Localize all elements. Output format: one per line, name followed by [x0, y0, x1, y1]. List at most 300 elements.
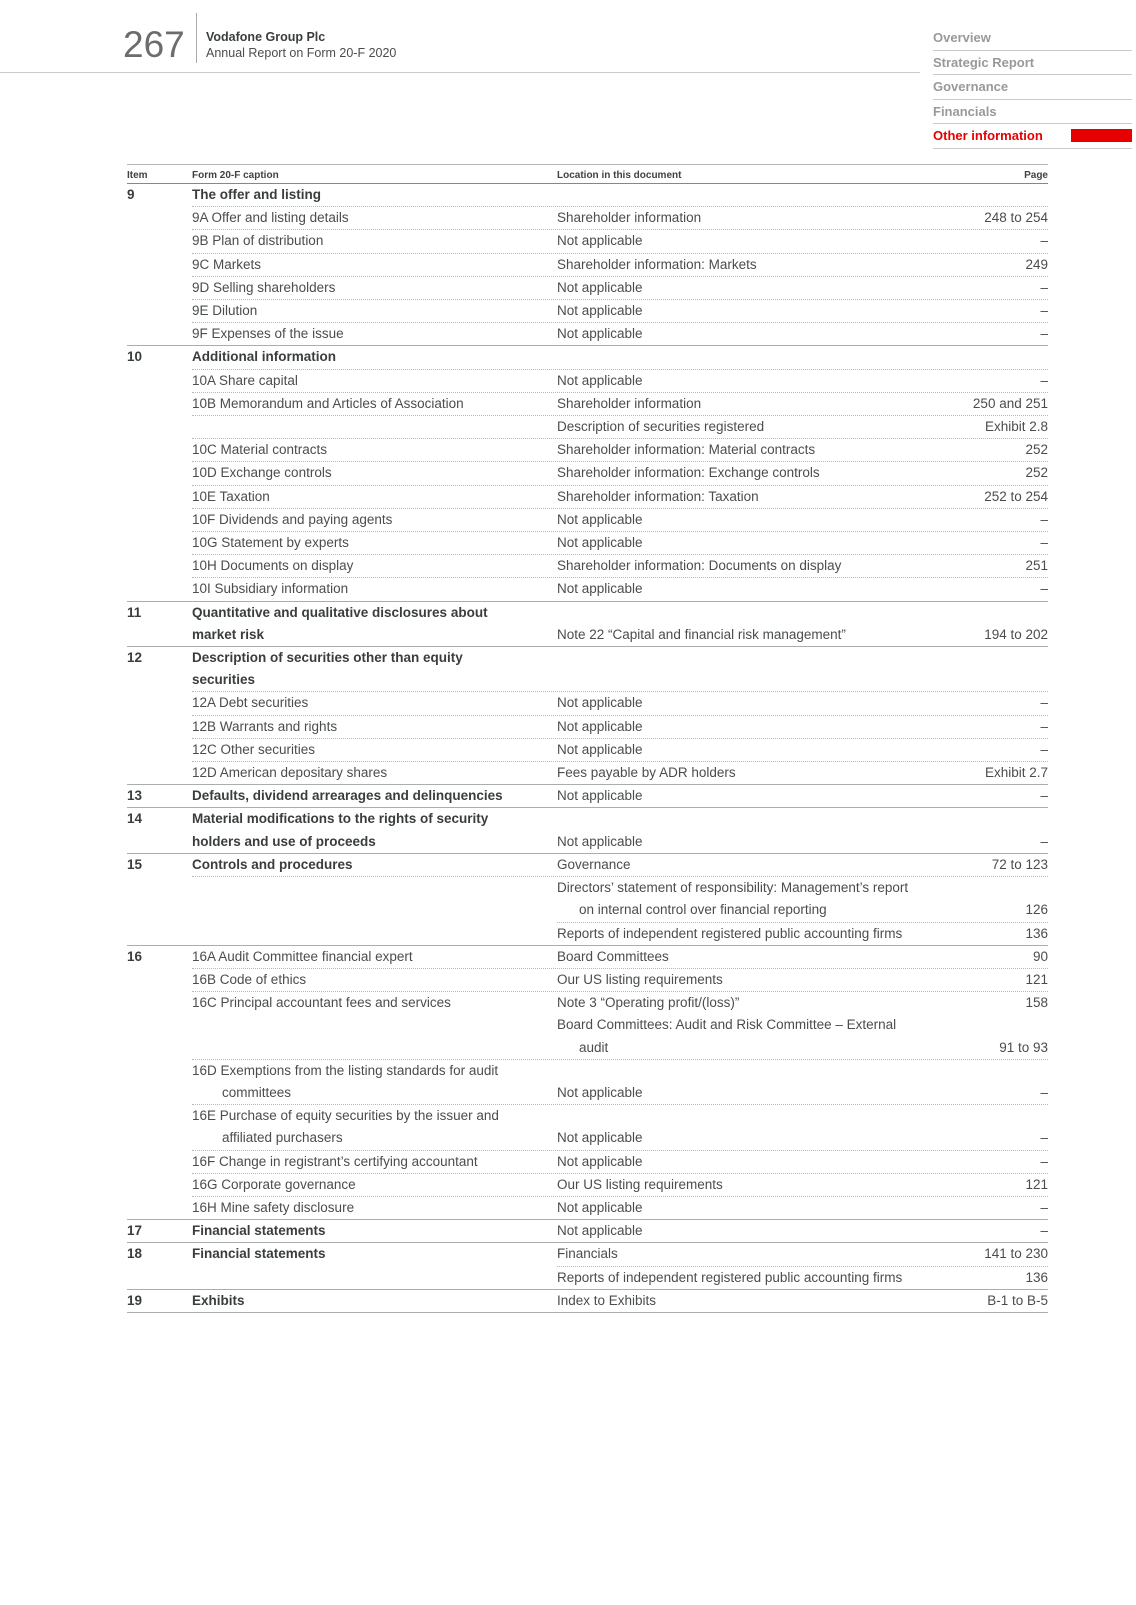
location-text: [557, 486, 976, 508]
table-row: [127, 1220, 1048, 1242]
item-number-cell: 12: [127, 650, 143, 666]
location-text: [557, 416, 977, 438]
table-row: [127, 277, 1048, 299]
caption-line: 9C Markets: [192, 256, 262, 272]
row-separator: [127, 1312, 1048, 1313]
caption-cell: [192, 300, 557, 322]
location-text: [557, 207, 976, 229]
location-line: on internal control over financial reporting: [579, 902, 827, 918]
table-row: [127, 300, 1048, 322]
nav-item-label: Other information: [933, 128, 1043, 144]
caption-cell: [192, 1267, 557, 1289]
table-row: [127, 1267, 1048, 1289]
caption-cell: [192, 808, 557, 852]
location-entry: [557, 831, 1048, 853]
nav-item-label: Overview: [933, 30, 991, 46]
item-number-cell: [127, 877, 192, 921]
location-text: [557, 462, 1017, 484]
caption-cell: [192, 393, 557, 415]
location-entry: [557, 1127, 1048, 1149]
location-cell: [557, 1267, 1048, 1289]
page-reference: –: [1040, 718, 1048, 734]
location-text: [557, 323, 1032, 345]
location-entry: [557, 1151, 1048, 1173]
location-line: Directors’ statement of responsibility: Management’s report: [557, 880, 909, 896]
caption-cell: [192, 346, 557, 368]
location-text: [557, 578, 1032, 600]
page-reference: –: [1040, 535, 1048, 551]
location-line: Not applicable: [557, 833, 643, 849]
location-cell: [557, 323, 1048, 345]
page-reference: 121: [1025, 971, 1048, 987]
location-cell: [557, 1290, 1048, 1312]
location-text: [557, 1197, 1032, 1219]
item-number-cell: [127, 230, 192, 252]
caption-line: committees: [222, 1084, 292, 1100]
item-number-cell: 9: [127, 187, 135, 202]
location-text: [557, 716, 1032, 738]
table-row: [127, 992, 1048, 1059]
item-number-cell: [127, 1267, 192, 1289]
caption-line: Exhibits: [192, 1292, 245, 1308]
location-line: Board Committees: [557, 948, 669, 964]
item-number-cell: [127, 923, 192, 945]
location-cell: [557, 578, 1048, 600]
location-text: [557, 854, 984, 876]
location-line: Shareholder information: Documents on display: [557, 558, 842, 574]
location-line: Not applicable: [557, 581, 643, 597]
caption-line: Financial statements: [192, 1246, 326, 1262]
item-number-cell: [127, 716, 192, 738]
caption-line: holders and use of proceeds: [192, 833, 376, 849]
page-reference: 248 to 254: [984, 210, 1048, 226]
location-cell: [557, 1243, 1048, 1265]
caption-cell: [192, 1220, 557, 1242]
location-entry: [557, 1197, 1048, 1219]
caption-cell: [192, 1151, 557, 1173]
location-text: [557, 1290, 979, 1312]
location-text: [557, 1014, 991, 1058]
page-reference: Exhibit 2.8: [984, 419, 1048, 435]
item-number-cell: [127, 1105, 192, 1149]
page-reference: –: [1040, 233, 1048, 249]
item-number-cell: 17: [127, 1223, 143, 1239]
location-text: [557, 1267, 1017, 1289]
location-line: Shareholder information: Markets: [557, 256, 757, 272]
caption-line: 10G Statement by experts: [192, 535, 349, 551]
item-number-cell: [127, 323, 192, 345]
location-cell: [557, 716, 1048, 738]
caption-line: Financial statements: [192, 1223, 326, 1239]
caption-cell: [192, 416, 557, 438]
caption-line: 9D Selling shareholders: [192, 279, 336, 295]
item-number-cell: [127, 969, 192, 991]
location-text: [557, 624, 976, 646]
caption-line: Defaults, dividend arrearages and delinquencies: [192, 788, 503, 804]
location-cell: [557, 785, 1048, 807]
table-row: [127, 578, 1048, 600]
caption-cell: [192, 785, 557, 807]
location-entry: [557, 762, 1048, 784]
location-cell: [557, 692, 1048, 714]
caption-line: Quantitative and qualitative disclosures about: [192, 604, 488, 620]
location-line: Not applicable: [557, 1084, 643, 1100]
location-entry: [557, 230, 1048, 252]
caption-line: Description of securities other than equity: [192, 650, 463, 666]
location-line: Shareholder information: Taxation: [557, 488, 759, 504]
location-entry: [557, 716, 1048, 738]
header-divider: [196, 13, 197, 63]
page-reference: 121: [1025, 1176, 1048, 1192]
nav-item-label: Strategic Report: [933, 54, 1035, 70]
page-reference: –: [1040, 1153, 1048, 1169]
caption-line: 12D American depositary shares: [192, 765, 388, 781]
caption-line: Additional information: [192, 349, 336, 365]
table-row: [127, 602, 1048, 646]
table-row: [127, 923, 1048, 945]
caption-line: 10C Material contracts: [192, 442, 328, 458]
location-cell: [557, 1105, 1048, 1149]
location-cell: [557, 277, 1048, 299]
location-text: [557, 1220, 1032, 1242]
caption-cell: [192, 692, 557, 714]
table-row: [127, 532, 1048, 554]
location-line: Financials: [557, 1246, 618, 1262]
location-text: [557, 555, 1017, 577]
location-entry: [557, 854, 1048, 876]
location-text: [557, 532, 1032, 554]
location-entry: [557, 1220, 1048, 1242]
item-number-cell: 11: [127, 604, 142, 620]
page-reference: 252 to 254: [984, 488, 1048, 504]
page-reference: –: [1040, 511, 1048, 527]
location-line: Not applicable: [557, 233, 643, 249]
caption-cell: [192, 370, 557, 392]
page-reference: –: [1040, 326, 1048, 342]
col-header-item: Item: [127, 170, 148, 181]
item-number-cell: [127, 532, 192, 554]
table-row: [127, 808, 1048, 852]
caption-line: The offer and listing: [192, 187, 322, 202]
report-title: Annual Report on Form 20-F 2020: [206, 46, 397, 60]
table-row: [127, 1290, 1048, 1312]
location-cell: [557, 486, 1048, 508]
item-number-cell: [127, 1174, 192, 1196]
caption-line: 10E Taxation: [192, 488, 270, 504]
page-reference: –: [1040, 695, 1048, 711]
table-row: [127, 739, 1048, 761]
item-number-cell: [127, 992, 192, 1059]
caption-cell: [192, 1105, 557, 1149]
location-cell: [557, 992, 1048, 1059]
nav-item-label: Governance: [933, 79, 1009, 95]
item-number-cell: 14: [127, 811, 143, 827]
location-entry: [557, 254, 1048, 276]
caption-cell: [192, 1243, 557, 1265]
item-number-cell: 10: [127, 349, 143, 365]
table-row: [127, 716, 1048, 738]
caption-line: 9B Plan of distribution: [192, 233, 324, 249]
table-row: [127, 439, 1048, 461]
location-line: Shareholder information: [557, 210, 702, 226]
location-entry: [557, 923, 1048, 945]
location-cell: [557, 762, 1048, 784]
nav-item-governance[interactable]: [933, 75, 1132, 100]
page-reference: –: [1040, 303, 1048, 319]
location-line: Shareholder information: Exchange controls: [557, 465, 820, 481]
table-row: [127, 1174, 1048, 1196]
caption-cell: [192, 969, 557, 991]
page-reference: 90: [1032, 948, 1048, 964]
location-cell: [557, 647, 1048, 691]
location-cell: [557, 393, 1048, 415]
table-row: [127, 184, 1048, 206]
table-row: [127, 1105, 1048, 1149]
location-entry: [557, 416, 1048, 438]
location-line: audit: [579, 1039, 609, 1055]
caption-cell: [192, 277, 557, 299]
caption-line: 16A Audit Committee financial expert: [192, 948, 413, 964]
header-rule: [0, 72, 920, 73]
location-entry: [557, 439, 1048, 461]
location-text: [557, 831, 1032, 853]
location-entry: [557, 739, 1048, 761]
caption-cell: [192, 509, 557, 531]
location-entry: [557, 969, 1048, 991]
location-text: [557, 969, 1017, 991]
location-entry: [557, 785, 1048, 807]
caption-line: 16H Mine safety disclosure: [192, 1199, 355, 1215]
location-text: [557, 762, 977, 784]
location-entry: [557, 1082, 1048, 1104]
location-cell: [557, 555, 1048, 577]
caption-cell: [192, 992, 557, 1059]
item-number-cell: 19: [127, 1292, 143, 1308]
page-reference: 249: [1025, 256, 1048, 272]
table-header: [127, 165, 1048, 184]
table-row: [127, 207, 1048, 229]
item-number-cell: [127, 439, 192, 461]
caption-cell: [192, 877, 557, 921]
location-line: Not applicable: [557, 741, 643, 757]
item-number-cell: [127, 254, 192, 276]
location-cell: [557, 1151, 1048, 1173]
location-text: [557, 923, 1017, 945]
caption-cell: [192, 923, 557, 945]
table-row: [127, 393, 1048, 415]
location-cell: [557, 808, 1048, 852]
item-number-cell: [127, 692, 192, 714]
page-reference: 158: [1025, 995, 1048, 1011]
table-row: [127, 946, 1048, 968]
caption-line: 10H Documents on display: [192, 558, 354, 574]
caption-cell: [192, 602, 557, 646]
location-cell: [557, 946, 1048, 968]
location-cell: [557, 416, 1048, 438]
item-number-cell: [127, 370, 192, 392]
table-row: [127, 854, 1048, 876]
caption-cell: [192, 716, 557, 738]
location-cell: [557, 207, 1048, 229]
item-number-cell: 18: [127, 1246, 143, 1262]
location-text: [557, 785, 1032, 807]
item-number-cell: 15: [127, 856, 143, 872]
item-number-cell: [127, 300, 192, 322]
location-cell: [557, 854, 1048, 876]
page-reference: 136: [1025, 925, 1048, 941]
nav-item-strategic-report[interactable]: [933, 51, 1132, 76]
location-text: [557, 300, 1032, 322]
caption-line: 10F Dividends and paying agents: [192, 511, 393, 527]
company-name: Vodafone Group Plc: [206, 30, 326, 44]
location-entry: [557, 462, 1048, 484]
page-reference: 91 to 93: [999, 1039, 1048, 1055]
table-row: [127, 346, 1048, 368]
item-number-cell: [127, 207, 192, 229]
table-row: [127, 785, 1048, 807]
location-text: [557, 1082, 1032, 1104]
caption-cell: [192, 578, 557, 600]
location-entry: [557, 323, 1048, 345]
location-cell: [557, 969, 1048, 991]
caption-cell: [192, 1197, 557, 1219]
table-row: [127, 969, 1048, 991]
caption-line: 16B Code of ethics: [192, 971, 307, 987]
caption-line: Material modifications to the rights of security: [192, 811, 489, 827]
caption-cell: [192, 207, 557, 229]
caption-cell: [192, 854, 557, 876]
nav-item-financials[interactable]: [933, 100, 1132, 125]
item-number-cell: [127, 578, 192, 600]
caption-line: market risk: [192, 626, 265, 642]
caption-line: 9E Dilution: [192, 303, 258, 319]
location-line: Not applicable: [557, 1130, 643, 1146]
nav-item-label: Financials: [933, 103, 997, 119]
caption-line: 16E Purchase of equity securities by the issuer and: [192, 1108, 499, 1124]
caption-cell: [192, 1060, 557, 1104]
item-number-cell: [127, 393, 192, 415]
location-entry: [557, 692, 1048, 714]
item-number-cell: [127, 739, 192, 761]
caption-line: 12B Warrants and rights: [192, 718, 338, 734]
location-cell: [557, 1220, 1048, 1242]
caption-cell: [192, 230, 557, 252]
caption-line: 16G Corporate governance: [192, 1176, 356, 1192]
location-cell: [557, 1174, 1048, 1196]
location-entry: [557, 1014, 1048, 1058]
caption-line: 10B Memorandum and Articles of Association: [192, 395, 464, 411]
location-line: Our US listing requirements: [557, 1176, 723, 1192]
location-cell: [557, 739, 1048, 761]
page-reference: –: [1040, 1084, 1048, 1100]
table-row: [127, 1060, 1048, 1104]
page-reference: –: [1040, 581, 1048, 597]
page-reference: –: [1040, 372, 1048, 388]
location-entry: [557, 393, 1048, 415]
caption-cell: [192, 946, 557, 968]
location-entry: [557, 578, 1048, 600]
page-reference: –: [1040, 833, 1048, 849]
caption-line: 16F Change in registrant’s certifying accountant: [192, 1153, 478, 1169]
location-entry: [557, 532, 1048, 554]
location-entry: [557, 486, 1048, 508]
location-entry: [557, 1267, 1048, 1289]
table-row: [127, 462, 1048, 484]
caption-line: 10D Exchange controls: [192, 465, 332, 481]
table-row: [127, 254, 1048, 276]
section-nav: [933, 26, 1132, 149]
caption-cell: [192, 739, 557, 761]
active-section-marker: [1071, 129, 1132, 142]
location-text: [557, 946, 1025, 968]
location-line: Not applicable: [557, 1153, 643, 1169]
location-cell: [557, 532, 1048, 554]
table-row: [127, 230, 1048, 252]
location-line: Shareholder information: [557, 395, 702, 411]
table-row: [127, 1197, 1048, 1219]
page-reference: –: [1040, 279, 1048, 295]
location-line: Not applicable: [557, 1199, 643, 1215]
nav-item-overview[interactable]: [933, 26, 1132, 51]
page-reference: 72 to 123: [991, 856, 1048, 872]
caption-cell: [192, 462, 557, 484]
caption-cell: [192, 254, 557, 276]
item-number-cell: 13: [127, 788, 143, 804]
page-reference: –: [1040, 1199, 1048, 1215]
page-reference: B-1 to B-5: [987, 1292, 1048, 1308]
location-line: Note 3 “Operating profit/(loss)”: [557, 995, 740, 1011]
nav-item-other-information[interactable]: [933, 124, 1132, 149]
location-line: Not applicable: [557, 718, 643, 734]
location-entry: [557, 624, 1048, 646]
page-reference: 126: [1025, 902, 1048, 918]
location-line: Not applicable: [557, 695, 643, 711]
caption-line: securities: [192, 672, 256, 688]
location-cell: [557, 346, 1048, 368]
location-cell: [557, 300, 1048, 322]
caption-cell: [192, 555, 557, 577]
location-line: Reports of independent registered public accounting firms: [557, 925, 903, 941]
item-number-cell: 16: [127, 948, 143, 964]
caption-cell: [192, 184, 557, 206]
table-row: [127, 692, 1048, 714]
caption-line: 12A Debt securities: [192, 695, 309, 711]
location-line: Governance: [557, 856, 631, 872]
location-line: Our US listing requirements: [557, 971, 723, 987]
location-line: Not applicable: [557, 511, 643, 527]
item-number-cell: [127, 462, 192, 484]
report-brand: [206, 29, 396, 61]
page-reference: 250 and 251: [972, 395, 1048, 411]
table-row: [127, 1243, 1048, 1265]
table-row: [127, 486, 1048, 508]
location-cell: [557, 877, 1048, 921]
item-number-cell: [127, 1060, 192, 1104]
caption-line: 16C Principal accountant fees and services: [192, 995, 451, 1011]
location-text: [557, 277, 1032, 299]
location-text: [557, 230, 1032, 252]
item-number-cell: [127, 509, 192, 531]
item-number-cell: [127, 486, 192, 508]
caption-cell: [192, 439, 557, 461]
table-row: [127, 370, 1048, 392]
location-cell: [557, 602, 1048, 646]
location-line: Description of securities registered: [557, 419, 765, 435]
location-line: Reports of independent registered public accounting firms: [557, 1269, 903, 1285]
location-line: Not applicable: [557, 535, 643, 551]
location-text: [557, 992, 1017, 1014]
page-reference: 251: [1025, 558, 1048, 574]
